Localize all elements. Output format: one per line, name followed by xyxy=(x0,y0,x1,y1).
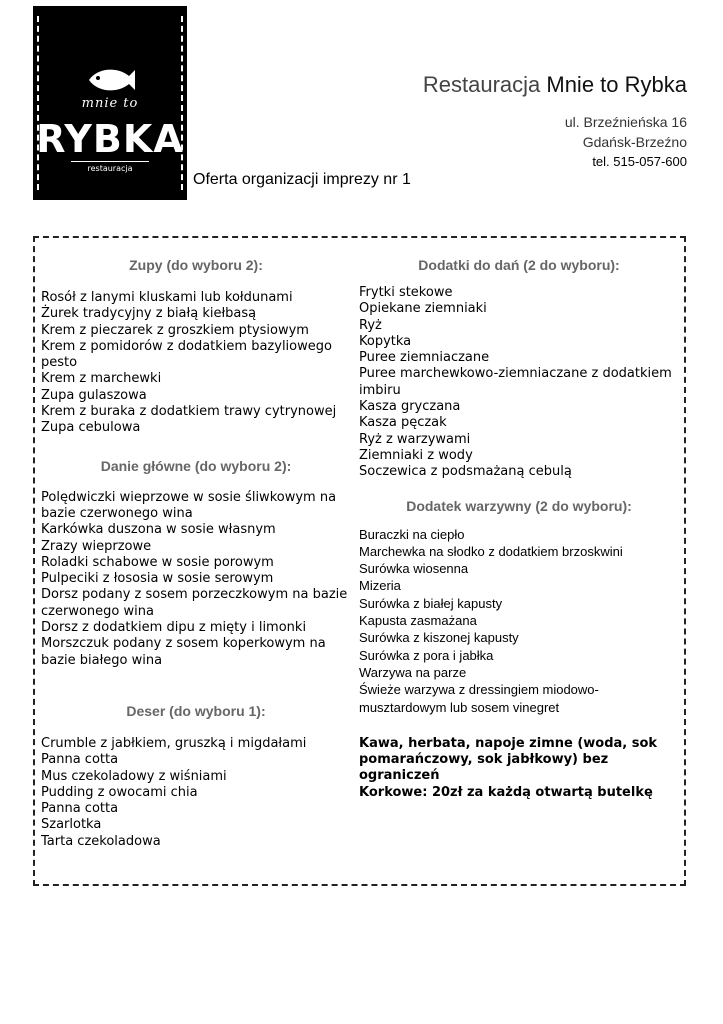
list-item: Świeże warzywa z dressingiem miodowo-musztardowym lub sosem vinegret xyxy=(359,682,599,715)
offer-title: Oferta organizacji imprezy nr 1 xyxy=(193,171,411,188)
list-item: Zupa cebulowa xyxy=(41,420,141,436)
list-item: Roladki schabowe w sosie porowym xyxy=(41,554,274,570)
list-item: Polędwiczki wieprzowe w sosie śliwkowym na bazie czerwonego wina xyxy=(41,489,337,521)
mains-list xyxy=(41,490,351,669)
title-name: Mnie to Rybka xyxy=(546,72,687,97)
list-item: Puree marchewkowo-ziemniaczane z dodatkiem imbiru xyxy=(359,366,672,398)
veg-title: Dodatek warzywny (2 do wyboru): xyxy=(406,497,632,514)
list-item: Mizeria xyxy=(359,578,401,594)
title-prefix: Restauracja xyxy=(422,72,541,97)
list-item: Pulpeciki z łososia w sosie serowym xyxy=(41,571,274,587)
list-item: Panna cotta xyxy=(41,752,119,768)
list-item: Dorsz z dodatkiem dipu z mięty i limonki xyxy=(41,620,307,636)
list-item: Morszczuk podany z sosem koperkowym na bazie białego wina xyxy=(41,636,326,668)
desserts-title: Deser (do wyboru 1): xyxy=(126,702,266,719)
list-item: Krem z pomidorów z dodatkiem bazyliowego pesto xyxy=(41,338,332,371)
logo-script-text: mnie to xyxy=(81,96,139,111)
phone-number: tel. 515-057-600 xyxy=(592,154,687,169)
soups-list xyxy=(41,290,351,437)
list-item: Warzywa na parze xyxy=(359,664,467,680)
list-item: Tarta czekoladowa xyxy=(41,833,161,849)
list-item: Buraczki na ciepło xyxy=(359,526,465,542)
list-item: Krem z buraka z dodatkiem trawy cytrynowej xyxy=(41,404,337,420)
sides-list xyxy=(359,285,679,481)
list-item: Surówka z pora i jabłka xyxy=(359,647,494,663)
fish-icon xyxy=(85,66,137,94)
corkage-note: Korkowe: 20zł za każdą otwartą butelkę xyxy=(359,784,653,800)
logo-divider xyxy=(71,161,149,162)
list-item: Puree ziemniaczane xyxy=(359,350,490,366)
list-item: Kasza gryczana xyxy=(359,399,461,415)
drinks-note: Kawa, herbata, napoje zimne (woda, sok pomarańczowy, sok jabłkowy) bez ograniczeń xyxy=(359,735,658,784)
right-column xyxy=(359,257,679,801)
desserts-list xyxy=(41,736,351,850)
list-item: Szarlotka xyxy=(41,817,102,833)
address-city: Gdańsk-Brzeźno xyxy=(582,134,687,150)
list-item: Mus czekoladowy z wiśniami xyxy=(41,768,227,784)
list-item: Frytki stekowe xyxy=(359,285,453,300)
list-item: Dorsz podany z sosem porzeczkowym na bazie czerwonego wina xyxy=(41,587,348,619)
mains-title: Danie główne (do wyboru 2): xyxy=(100,457,292,474)
list-item: Surówka z białej kapusty xyxy=(359,595,503,611)
veg-list xyxy=(359,526,679,716)
list-item: Żurek tradycyjny z białą kiełbasą xyxy=(41,306,257,322)
list-item: Ryż xyxy=(359,317,382,333)
list-item: Zrazy wieprzowe xyxy=(41,538,152,554)
soups-title: Zupy (do wyboru 2): xyxy=(129,257,263,273)
list-item: Opiekane ziemniaki xyxy=(359,301,487,317)
list-item: Kasza pęczak xyxy=(359,415,447,431)
list-item: Krem z marchewki xyxy=(41,371,162,387)
list-item: Kopytka xyxy=(359,333,412,349)
list-item: Krem z pieczarek z groszkiem ptysiowym xyxy=(41,322,309,338)
list-item: Karkówka duszona w sosie własnym xyxy=(41,522,276,538)
list-item: Panna cotta xyxy=(41,801,119,817)
left-column xyxy=(41,257,351,850)
restaurant-title xyxy=(423,72,687,98)
list-item: Kapusta zasmażana xyxy=(359,613,477,629)
list-item: Ziemniaki z wody xyxy=(359,447,473,463)
restaurant-logo xyxy=(33,6,187,200)
list-item: Surówka wiosenna xyxy=(359,561,469,577)
list-item: Ryż z warzywami xyxy=(359,431,471,447)
list-item: Marchewka na słodko z dodatkiem brzoskwini xyxy=(359,543,623,559)
list-item: Surówka z kiszonej kapusty xyxy=(359,630,519,646)
sides-title: Dodatki do dań (2 do wyboru): xyxy=(418,257,620,273)
list-item: Pudding z owocami chia xyxy=(41,784,198,800)
list-item: Crumble z jabłkiem, gruszką i migdałami xyxy=(41,735,307,751)
address-street: ul. Brzeźnieńska 16 xyxy=(564,114,687,130)
list-item: Zupa gulaszowa xyxy=(41,387,147,403)
list-item: Rosół z lanymi kluskami lub kołdunami xyxy=(41,290,293,305)
list-item: Soczewica z podsmażaną cebulą xyxy=(359,464,572,480)
logo-brand: RYBKA xyxy=(36,117,184,161)
logo-subtitle: restauracja xyxy=(87,164,133,173)
